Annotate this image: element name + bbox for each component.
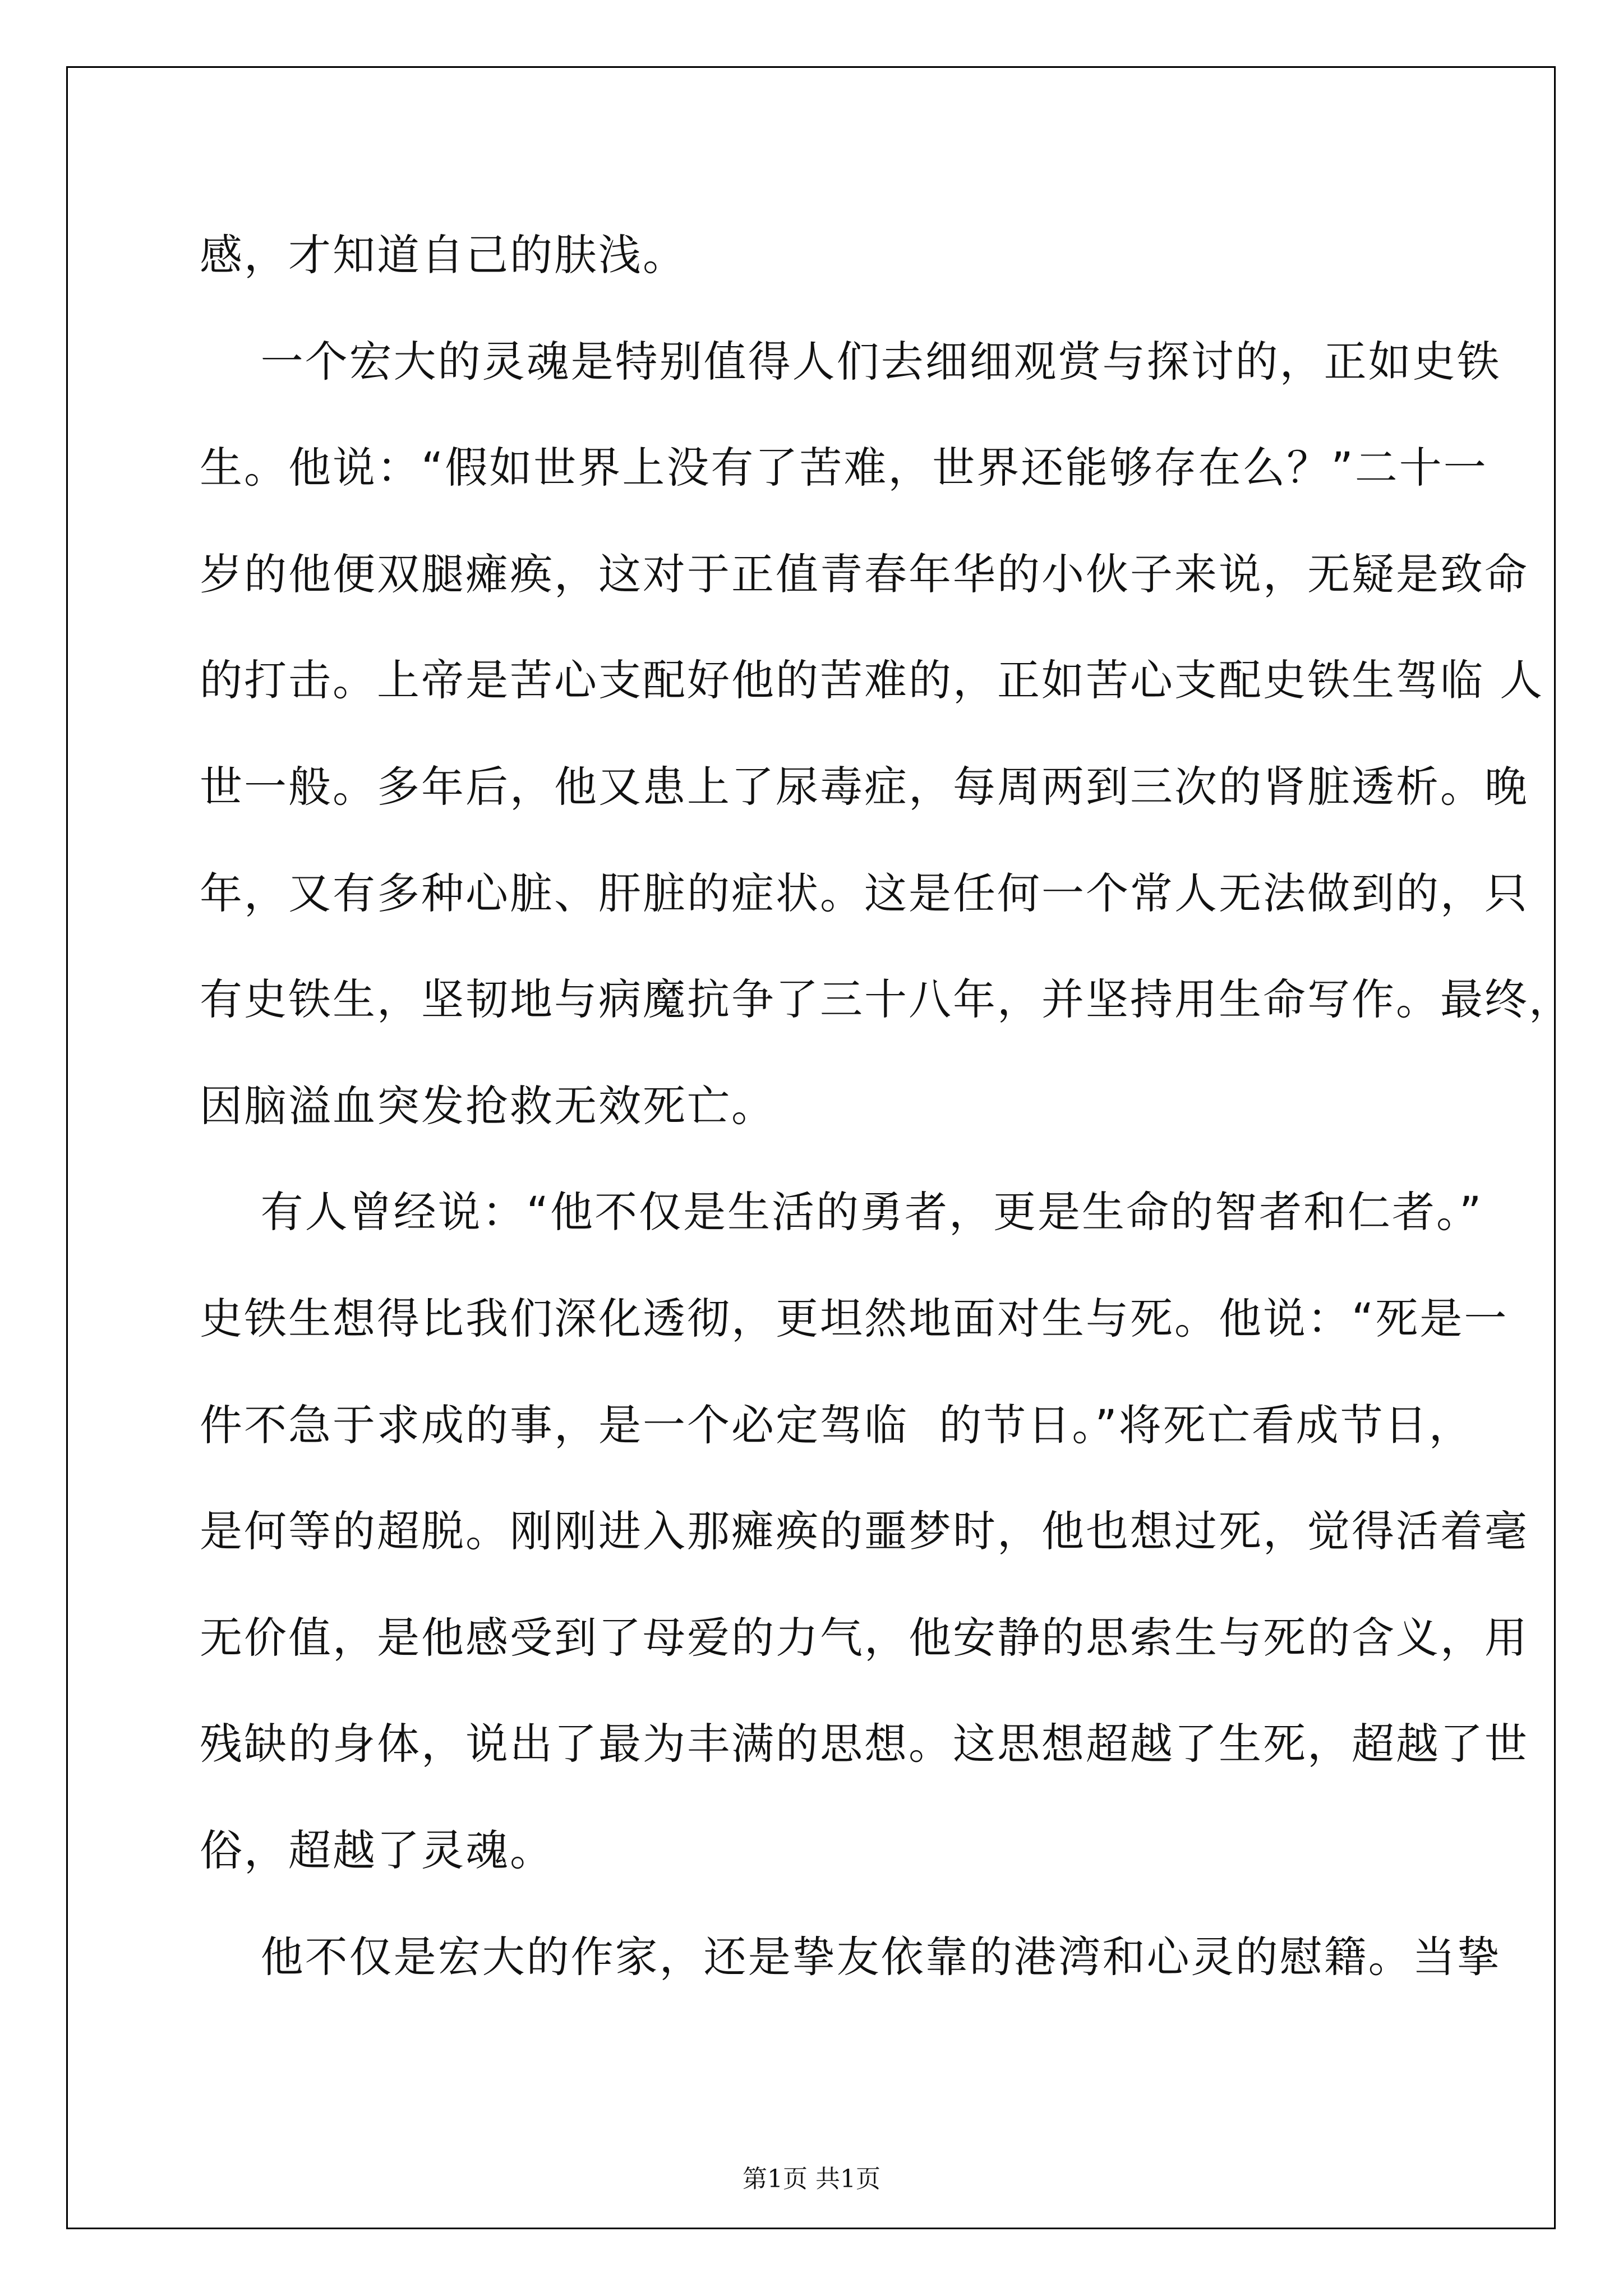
- text-line: 年，又有多种心脏、肝脏的症状。这是任何一个常人无法做到的，只: [200, 868, 1529, 918]
- text-line: 一个宏大的灵魂是特别值得人们去细细观赏与探讨的，正如史铁: [200, 336, 1501, 386]
- text-line: 生。他说：“假如世界上没有了苦难，世界还能够存在么？”二十一: [200, 443, 1488, 493]
- text-line: 俗，超越了灵魂。: [200, 1825, 554, 1875]
- text-line: 岁的他便双腿瘫痪，这对于正值青春年华的小伙子来说，无疑是致命: [200, 549, 1529, 599]
- text-line: 感，才知道自己的肤浅。: [200, 230, 687, 280]
- text-line: 是何等的超脱。刚刚进入那瘫痪的噩梦时，他也想过死，觉得活着毫: [200, 1506, 1529, 1557]
- text-line: 因脑溢血突发抢救无效死亡。: [200, 1080, 776, 1131]
- text-line: 无价值，是他感受到了母爱的力气，他安静的思索生与死的含义，用: [200, 1612, 1529, 1663]
- text-line: 件不急于求成的事，是一个必定驾临 的节日。”将死亡看成节日，: [200, 1400, 1473, 1450]
- text-line: 的打击。上帝是苦心支配好他的苦难的，正如苦心支配史铁生驾临 人: [200, 655, 1544, 706]
- text-line: 史铁生想得比我们深化透彻，更坦然地面对生与死。他说：“死是一: [200, 1293, 1509, 1343]
- text-line: 有人曾经说：“他不仅是生活的勇者，更是生命的智者和仁者。”: [200, 1187, 1483, 1237]
- text-line: 世一般。多年后，他又患上了尿毒症，每周两到三次的肾脏透析。晚: [200, 761, 1529, 812]
- text-line: 有史铁生，坚韧地与病魔抗争了三十八年，并坚持用生命写作。最终，: [200, 974, 1573, 1025]
- text-line: 他不仅是宏大的作家，还是挚友依靠的港湾和心灵的慰籍。当挚: [200, 1931, 1501, 1982]
- page-footer: 第1页 共1页: [743, 2165, 880, 2193]
- text-line: 残缺的身体，说出了最为丰满的思想。这思想超越了生死，超越了世: [200, 1719, 1529, 1769]
- document-body: [200, 202, 1573, 2010]
